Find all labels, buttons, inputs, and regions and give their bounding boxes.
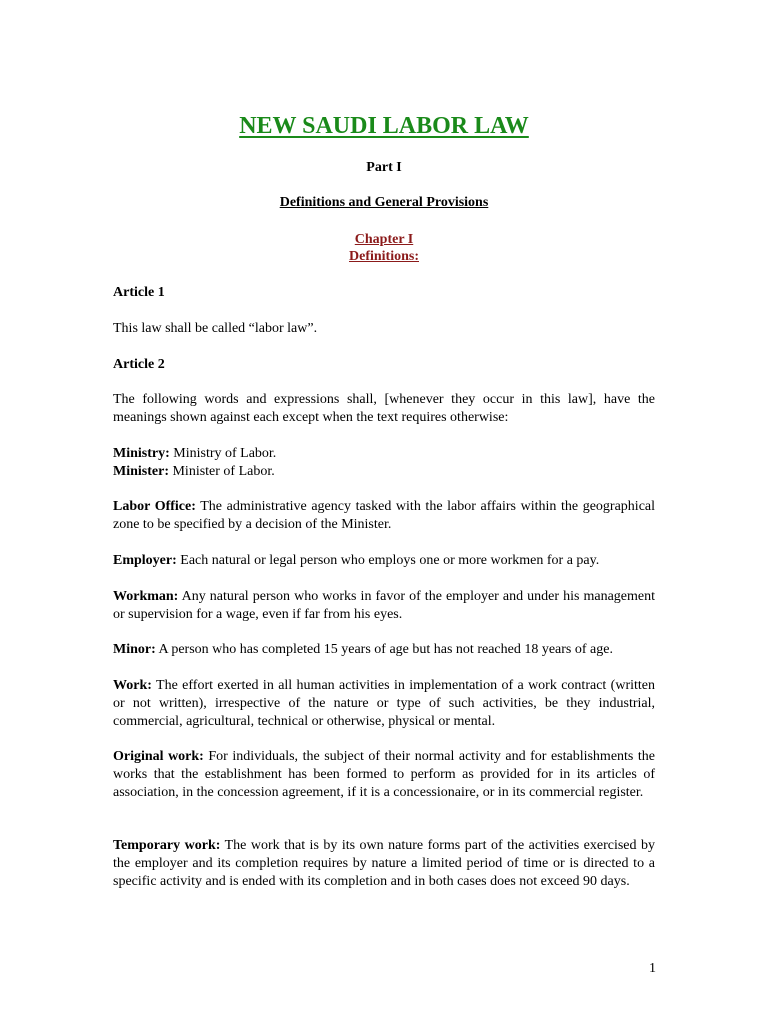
part-label: Part I [366, 160, 402, 175]
definition-minister [113, 463, 655, 481]
article-2-heading: Article 2 [113, 357, 165, 372]
page-number: 1 [649, 961, 656, 976]
definition-minor [113, 641, 655, 659]
definition-term: Ministry: [113, 446, 170, 461]
definition-text: The administrative agency tasked with the labor affairs within the geographical zone to be specified by a decision of the Minister. [113, 499, 656, 532]
definition-term: Labor Office: [113, 499, 196, 514]
definition-ministry [113, 445, 655, 463]
definition-term: Employer: [113, 553, 177, 568]
definition-term: Workman: [113, 589, 179, 604]
chapter-label: Chapter I [354, 232, 414, 247]
section-title: Definitions and General Provisions [279, 195, 489, 210]
definition-work [113, 677, 655, 731]
definition-workman [113, 588, 655, 624]
definition-term: Minor: [113, 642, 156, 657]
definition-text: Any natural person who works in favor of the employer and under his management or supervision for a wage, even if far from his eyes. [113, 589, 656, 622]
definition-text: The effort exerted in all human activities in implementation of a work contract (written or not written), irrespective of the nature or type of such activities, be they industrial, commercial, agricultural, technical or otherwise, physical or mental. [113, 678, 655, 729]
definition-term: Minister: [113, 464, 169, 479]
definition-text: Each natural or legal person who employs one or more workmen for a pay. [180, 553, 600, 568]
definition-labor-office [113, 498, 655, 534]
article-1-text: This law shall be called “labor law”. [113, 321, 318, 336]
document-page [113, 0, 655, 1024]
definition-temporary-work [113, 837, 655, 891]
document-title: NEW SAUDI LABOR LAW [239, 113, 529, 139]
definition-term: Temporary work: [113, 838, 221, 853]
definition-term: Original work: [113, 749, 204, 764]
article-2-text: The following words and expressions shall, [whenever they occur in this law], have the meanings shown against each except when the text requires otherwise: [113, 392, 655, 425]
chapter-title: Definitions: [349, 249, 419, 264]
definition-text: Ministry of Labor. [173, 446, 277, 461]
definition-text: Minister of Labor. [172, 464, 275, 479]
definition-text: The work that is by its own nature forms part of the activities exercised by the employer and its completion requires by nature a limited period of time or is directed to a specific activity and is ended with its completion and in both cases does not exceed 90 days. [113, 838, 655, 889]
article-1-heading: Article 1 [113, 285, 165, 300]
definition-term: Work: [113, 678, 152, 693]
definition-original-work [113, 748, 655, 802]
definition-employer [113, 552, 655, 570]
definition-text: A person who has completed 15 years of age but has not reached 18 years of age. [158, 642, 613, 657]
definition-text: For individuals, the subject of their normal activity and for establishments the works that the establishment has been formed to perform as provided for in its articles of association, in the concession agreement, if it is a concessionaire, or in its commercial register. [113, 749, 655, 800]
